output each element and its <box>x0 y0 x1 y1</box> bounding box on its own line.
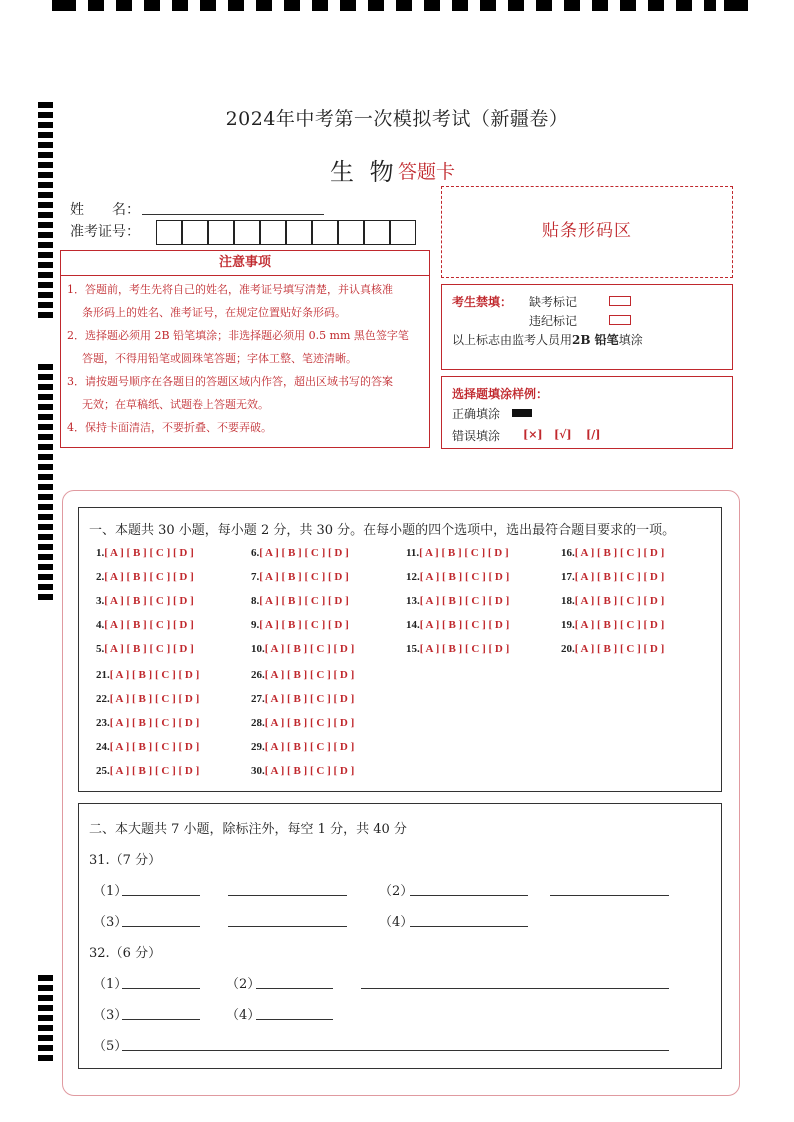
answer-blank[interactable] <box>228 912 347 927</box>
subject-title: 生 物 <box>330 158 398 186</box>
side-mark <box>38 464 53 470</box>
question-number: 2. <box>96 571 105 583</box>
side-mark <box>38 554 53 560</box>
answer-blank[interactable] <box>550 881 669 896</box>
side-mark <box>38 484 53 490</box>
question-number: 4. <box>96 619 105 631</box>
question-number: 8. <box>251 595 260 607</box>
id-digit-box[interactable] <box>286 220 312 245</box>
question-32-heading: 32.（6 分） <box>89 946 162 961</box>
timing-mark <box>144 0 160 11</box>
side-mark <box>38 272 53 278</box>
absent-label: 缺考标记 <box>529 295 578 309</box>
side-mark <box>38 594 53 600</box>
side-mark <box>38 152 53 158</box>
exam-title: 2024年中考第一次模拟考试（新疆卷） <box>225 108 569 130</box>
question-number: 16. <box>561 547 575 559</box>
side-mark <box>38 312 53 318</box>
question-row[interactable] <box>96 741 199 753</box>
question-row[interactable] <box>96 765 199 777</box>
question-row[interactable] <box>406 619 509 631</box>
question-number: 10. <box>251 643 265 655</box>
question-number: 6. <box>251 547 260 559</box>
timing-mark <box>592 0 608 11</box>
blank-label: （4） <box>226 1008 261 1023</box>
question-options[interactable]: [ A ] [ B ] [ C ] [ D ] <box>109 741 200 753</box>
question-row[interactable] <box>251 693 354 705</box>
side-mark <box>38 454 53 460</box>
forbidden-box <box>441 284 733 370</box>
question-options[interactable]: [ A ] [ B ] [ C ] [ D ] <box>419 595 510 607</box>
question-row[interactable] <box>96 669 199 681</box>
notice-box <box>60 250 430 448</box>
side-mark <box>38 132 53 138</box>
side-mark <box>38 374 53 380</box>
question-options[interactable]: [ A ] [ B ] [ C ] [ D ] <box>104 595 194 607</box>
violation-label: 违纪标记 <box>529 314 578 328</box>
id-digit-box[interactable] <box>182 220 208 245</box>
section-1-title: 一、本题共 30 小题，每小题 2 分，共 30 分。在每小题的四个选项中，选出最符合题目要求的一项。 <box>89 523 676 538</box>
timing-mark <box>396 0 412 11</box>
question-row[interactable] <box>251 741 354 753</box>
answer-blank[interactable] <box>122 881 200 896</box>
answer-blank[interactable] <box>256 974 333 989</box>
blank-label: （3） <box>93 915 128 930</box>
section-1-box <box>78 507 722 792</box>
timing-mark <box>52 0 76 11</box>
question-row[interactable] <box>251 765 354 777</box>
answer-blank[interactable] <box>256 1005 333 1020</box>
question-row[interactable] <box>251 571 349 583</box>
question-row[interactable] <box>406 571 509 583</box>
wrong-mark: [√] <box>554 428 572 441</box>
side-mark <box>38 302 53 308</box>
timing-mark <box>256 0 272 11</box>
question-options[interactable]: [ A ] [ B ] [ C ] [ D ] <box>259 547 349 559</box>
side-mark <box>38 252 53 258</box>
blank-label: （3） <box>93 1008 128 1023</box>
blank-label: （4） <box>379 915 414 930</box>
timing-mark <box>368 0 384 11</box>
question-options[interactable]: [ A ] [ B ] [ C ] [ D ] <box>259 571 349 583</box>
side-mark <box>38 262 53 268</box>
question-options[interactable]: [ A ] [ B ] [ C ] [ D ] <box>574 619 665 631</box>
side-mark <box>38 1055 53 1061</box>
id-digit-box[interactable] <box>156 220 182 245</box>
question-row[interactable] <box>561 643 664 655</box>
question-number: 21. <box>96 669 110 681</box>
side-mark <box>38 584 53 590</box>
answer-blank[interactable] <box>122 974 200 989</box>
side-mark <box>38 384 53 390</box>
question-row[interactable] <box>251 643 354 655</box>
question-number: 19. <box>561 619 575 631</box>
notice-item: 答题，不得用铅笔或圆珠笔答题；字体工整、笔迹清晰。 <box>82 352 357 365</box>
id-digit-box[interactable] <box>208 220 234 245</box>
question-options[interactable]: [ A ] [ B ] [ C ] [ D ] <box>419 643 510 655</box>
timing-mark <box>228 0 244 11</box>
question-options[interactable]: [ A ] [ B ] [ C ] [ D ] <box>109 693 200 705</box>
question-options[interactable]: [ A ] [ B ] [ C ] [ D ] <box>109 669 200 681</box>
side-mark <box>38 202 53 208</box>
side-mark <box>38 975 53 981</box>
question-number: 5. <box>96 643 105 655</box>
question-row[interactable] <box>96 571 194 583</box>
timing-mark <box>340 0 356 11</box>
section-2-box <box>78 803 722 1069</box>
question-number: 29. <box>251 741 265 753</box>
name-label: 姓 名： <box>70 202 140 218</box>
forbidden-note-bold: 2B 铅笔 <box>572 333 619 347</box>
timing-mark <box>200 0 216 11</box>
side-mark <box>38 494 53 500</box>
question-options[interactable]: [ A ] [ B ] [ C ] [ D ] <box>259 595 349 607</box>
question-number: 15. <box>406 643 420 655</box>
forbidden-note <box>452 331 643 348</box>
question-number: 11. <box>406 547 420 559</box>
question-options[interactable]: [ A ] [ B ] [ C ] [ D ] <box>574 595 665 607</box>
side-mark <box>38 1025 53 1031</box>
blank-label: （5） <box>93 1039 128 1054</box>
question-options[interactable]: [ A ] [ B ] [ C ] [ D ] <box>419 619 510 631</box>
side-mark <box>38 282 53 288</box>
side-mark <box>38 544 53 550</box>
forbidden-note-pre: 以上标志由监考人员用 <box>452 333 573 347</box>
question-options[interactable]: [ A ] [ B ] [ C ] [ D ] <box>109 765 200 777</box>
question-31-heading: 31.（7 分） <box>89 853 162 868</box>
side-mark <box>38 242 53 248</box>
notice-item: 1．答题前，考生先将自己的姓名，准考证号填写清楚，并认真核准 <box>67 283 393 296</box>
forbidden-heading: 考生禁填： <box>452 295 513 309</box>
question-row[interactable] <box>561 595 664 607</box>
question-options[interactable]: [ A ] [ B ] [ C ] [ D ] <box>104 643 194 655</box>
wrong-mark: [/] <box>586 428 601 441</box>
question-options[interactable]: [ A ] [ B ] [ C ] [ D ] <box>574 643 665 655</box>
absent-mark-box[interactable] <box>609 296 631 306</box>
side-mark <box>38 444 53 450</box>
side-mark <box>38 414 53 420</box>
question-row[interactable] <box>251 595 349 607</box>
notice-item: 2．选择题必须用 2B 铅笔填涂；非选择题必须用 0.5 mm 黑色签字笔 <box>67 329 409 342</box>
question-number: 26. <box>251 669 265 681</box>
side-mark <box>38 232 53 238</box>
question-options[interactable]: [ A ] [ B ] [ C ] [ D ] <box>264 717 355 729</box>
blank-label: （1） <box>93 977 128 992</box>
side-mark <box>38 292 53 298</box>
timing-mark <box>620 0 636 11</box>
side-mark <box>38 514 53 520</box>
question-number: 9. <box>251 619 260 631</box>
side-mark <box>38 404 53 410</box>
side-mark <box>38 474 53 480</box>
notice-item: 条形码上的姓名、准考证号，在规定位置贴好条形码。 <box>82 306 346 319</box>
question-options[interactable]: [ A ] [ B ] [ C ] [ D ] <box>104 547 194 559</box>
question-number: 7. <box>251 571 260 583</box>
question-row[interactable] <box>96 717 199 729</box>
question-options[interactable]: [ A ] [ B ] [ C ] [ D ] <box>574 547 665 559</box>
question-row[interactable] <box>251 547 349 559</box>
timing-mark <box>480 0 496 11</box>
side-mark <box>38 182 53 188</box>
question-row[interactable] <box>96 547 194 559</box>
card-label: 答题卡 <box>398 162 456 183</box>
answer-blank[interactable] <box>122 1036 669 1051</box>
timing-mark <box>564 0 580 11</box>
answer-blank[interactable] <box>122 912 200 927</box>
timing-mark <box>284 0 300 11</box>
correct-fill-sample <box>512 409 532 417</box>
question-options[interactable]: [ A ] [ B ] [ C ] [ D ] <box>419 547 509 559</box>
question-row[interactable] <box>251 669 354 681</box>
id-digit-box[interactable] <box>390 220 416 245</box>
question-row[interactable] <box>251 619 349 631</box>
side-mark <box>38 574 53 580</box>
side-mark <box>38 504 53 510</box>
question-number: 20. <box>561 643 575 655</box>
blank-label: （2） <box>379 884 414 899</box>
wrong-mark: [×] <box>523 428 543 441</box>
question-options[interactable]: [ A ] [ B ] [ C ] [ D ] <box>259 619 349 631</box>
forbidden-note-post: 填涂 <box>618 333 643 347</box>
section-2-title: 二、本大题共 7 小题，除标注外，每空 1 分，共 40 分 <box>89 822 407 837</box>
side-mark <box>38 985 53 991</box>
question-row[interactable] <box>406 595 509 607</box>
question-row[interactable] <box>406 547 509 559</box>
question-options[interactable]: [ A ] [ B ] [ C ] [ D ] <box>104 571 194 583</box>
side-mark <box>38 162 53 168</box>
question-number: 23. <box>96 717 110 729</box>
name-field[interactable] <box>142 198 324 215</box>
barcode-area[interactable]: 贴条形码区 <box>441 186 733 278</box>
question-number: 14. <box>406 619 420 631</box>
question-number: 28. <box>251 717 265 729</box>
question-number: 25. <box>96 765 110 777</box>
example-heading: 选择题填涂样例： <box>452 387 549 401</box>
question-number: 27. <box>251 693 265 705</box>
id-digit-box[interactable] <box>234 220 260 245</box>
correct-label: 正确填涂 <box>452 407 501 421</box>
question-options[interactable]: [ A ] [ B ] [ C ] [ D ] <box>109 717 200 729</box>
question-number: 13. <box>406 595 420 607</box>
notice-heading: 注意事项 <box>61 251 429 276</box>
side-mark <box>38 424 53 430</box>
question-row[interactable] <box>561 619 664 631</box>
question-options[interactable]: [ A ] [ B ] [ C ] [ D ] <box>264 741 355 753</box>
id-digit-box[interactable] <box>312 220 338 245</box>
side-mark <box>38 1035 53 1041</box>
question-row[interactable] <box>251 717 354 729</box>
question-row[interactable] <box>96 693 199 705</box>
question-options[interactable]: [ A ] [ B ] [ C ] [ D ] <box>574 571 665 583</box>
side-mark <box>38 564 53 570</box>
side-mark <box>38 1045 53 1051</box>
fill-example-box <box>441 376 733 449</box>
question-options[interactable]: [ A ] [ B ] [ C ] [ D ] <box>264 669 355 681</box>
timing-mark <box>172 0 188 11</box>
notice-item: 无效；在草稿纸、试题卷上答题无效。 <box>82 398 269 411</box>
question-number: 12. <box>406 571 420 583</box>
question-number: 3. <box>96 595 105 607</box>
timing-mark <box>116 0 132 11</box>
id-label: 准考证号： <box>70 224 140 240</box>
timing-mark <box>648 0 664 11</box>
question-number: 18. <box>561 595 575 607</box>
side-mark <box>38 222 53 228</box>
side-mark <box>38 995 53 1001</box>
answer-blank[interactable] <box>122 1005 200 1020</box>
question-options[interactable]: [ A ] [ B ] [ C ] [ D ] <box>104 619 194 631</box>
wrong-label: 错误填涂 <box>452 429 501 443</box>
question-options[interactable]: [ A ] [ B ] [ C ] [ D ] <box>264 765 355 777</box>
side-mark <box>38 524 53 530</box>
side-mark <box>38 394 53 400</box>
timing-mark <box>724 0 748 11</box>
side-mark <box>38 172 53 178</box>
timing-mark <box>424 0 440 11</box>
question-row[interactable] <box>561 547 664 559</box>
timing-mark <box>508 0 524 11</box>
side-mark <box>38 1005 53 1011</box>
timing-mark <box>704 0 716 11</box>
blank-label: （2） <box>226 977 261 992</box>
answer-blank[interactable] <box>410 912 528 927</box>
id-digit-box[interactable] <box>260 220 286 245</box>
question-number: 24. <box>96 741 110 753</box>
question-row[interactable] <box>406 643 509 655</box>
answer-blank[interactable] <box>361 974 669 989</box>
timing-mark <box>676 0 692 11</box>
side-mark <box>38 142 53 148</box>
question-row[interactable] <box>96 643 194 655</box>
question-number: 22. <box>96 693 110 705</box>
question-number: 1. <box>96 547 105 559</box>
notice-item: 3．请按题号顺序在各题目的答题区域内作答，超出区域书写的答案 <box>67 375 393 388</box>
question-row[interactable] <box>96 595 194 607</box>
timing-mark <box>452 0 468 11</box>
notice-item: 4．保持卡面清洁，不要折叠、不要弄破。 <box>67 421 272 434</box>
question-row[interactable] <box>96 619 194 631</box>
question-row[interactable] <box>561 571 664 583</box>
blank-label: （1） <box>93 884 128 899</box>
timing-mark <box>88 0 104 11</box>
question-number: 30. <box>251 765 265 777</box>
question-options[interactable]: [ A ] [ B ] [ C ] [ D ] <box>264 693 355 705</box>
side-mark <box>38 434 53 440</box>
id-digit-box[interactable] <box>364 220 390 245</box>
side-mark <box>38 212 53 218</box>
side-mark <box>38 192 53 198</box>
side-mark <box>38 1015 53 1021</box>
id-digit-box[interactable] <box>338 220 364 245</box>
violation-mark-box[interactable] <box>609 315 631 325</box>
side-mark <box>38 364 53 370</box>
question-number: 17. <box>561 571 575 583</box>
answer-blank[interactable] <box>228 881 347 896</box>
timing-mark <box>312 0 328 11</box>
side-mark <box>38 534 53 540</box>
timing-mark <box>536 0 552 11</box>
question-options[interactable]: [ A ] [ B ] [ C ] [ D ] <box>419 571 510 583</box>
question-options[interactable]: [ A ] [ B ] [ C ] [ D ] <box>264 643 355 655</box>
answer-blank[interactable] <box>410 881 528 896</box>
